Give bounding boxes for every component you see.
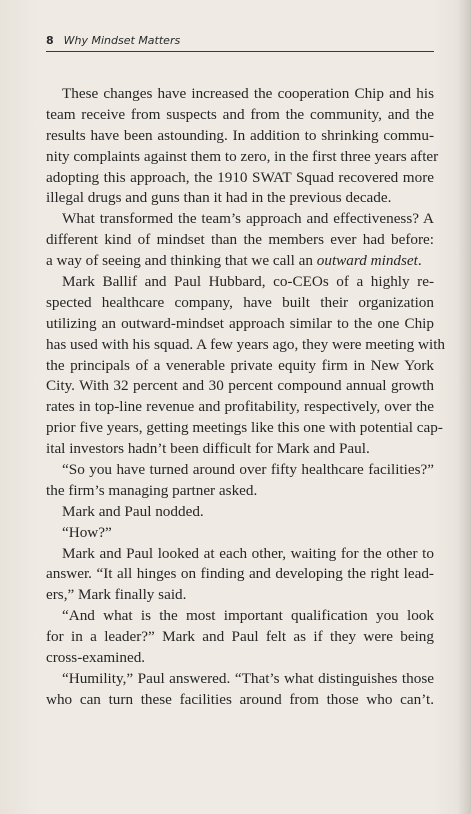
text-line	[46, 544, 434, 565]
text-line-content: cross-examined.	[46, 649, 146, 667]
header-rule	[46, 51, 434, 52]
text-line-content: ers,” Mark finally said.	[46, 586, 187, 604]
text-line	[46, 84, 434, 105]
text-line-content: “So you have turned around over fifty healthcare facilities?”	[62, 461, 434, 479]
text-line-content: Mark and Paul nodded.	[62, 502, 204, 520]
text-line	[46, 105, 434, 126]
text-line-content: different kind of mindset than the members ever had before:	[46, 231, 434, 249]
text-line	[46, 376, 434, 397]
text-line-content: for in a leader?” Mark and Paul felt as if they were being	[46, 628, 434, 646]
text-line-content: These changes have increased the cooperation Chip and his	[62, 85, 434, 102]
emphasized-term: outward mindset	[316, 252, 418, 270]
text-line	[46, 564, 434, 585]
text-line-content: the principals of a venerable private equity firm in New York	[46, 356, 434, 374]
text-line	[46, 585, 434, 606]
text-line	[46, 335, 446, 356]
text-line	[46, 147, 439, 168]
text-line	[46, 356, 434, 377]
text-line-content: prior five years, getting meetings like this one with potential cap-	[46, 419, 443, 437]
text-line	[46, 272, 434, 293]
text-line-tail: .	[417, 252, 422, 270]
text-line-content: rates in top-line revenue and profitability, respectively, over the	[46, 398, 434, 416]
text-line	[46, 606, 434, 627]
text-line-content: the firm’s managing partner asked.	[46, 481, 258, 499]
text-line-content: has used with his squad. A few years ago, they were meeting with	[46, 335, 446, 353]
text-line	[46, 293, 434, 314]
text-line-content: “And what is the most important qualification you look	[62, 607, 434, 625]
running-head: Why Mindset Matters	[63, 34, 181, 47]
text-line-content: who can turn these facilities around from those who can’t.	[46, 690, 434, 708]
text-line-content: a way of seeing and thinking that we call an	[46, 252, 317, 270]
text-line-content: spected healthcare company, have built their organization	[46, 293, 434, 311]
text-line-content: adopting this approach, the 1910 SWAT Squad recovered more	[46, 168, 434, 186]
text-line	[46, 481, 434, 502]
text-line	[46, 460, 434, 481]
text-line	[46, 690, 434, 711]
text-line	[46, 314, 434, 335]
text-line-content: answer. “It all hinges on finding and developing the right lead-	[46, 565, 434, 583]
text-line-content: nity complaints against them to zero, in the first three years after	[46, 147, 439, 165]
text-line-content: What transformed the team’s approach and effectiveness? A	[62, 210, 434, 228]
text-line-content: illegal drugs and guns than it had in the previous decade.	[46, 189, 392, 207]
page-number: 8	[46, 34, 54, 47]
text-line	[46, 397, 434, 418]
text-line	[46, 126, 434, 147]
text-line	[46, 251, 434, 272]
text-line	[46, 627, 434, 648]
text-line-content: Mark and Paul looked at each other, waiting for the other to	[62, 544, 434, 562]
text-line-content: utilizing an outward-mindset approach similar to the one Chip	[46, 314, 434, 332]
text-line-content: Mark Ballif and Paul Hubbard, co-CEOs of a highly re-	[62, 273, 434, 291]
text-line-content: “Humility,” Paul answered. “That’s what distinguishes those	[62, 669, 434, 687]
text-line	[46, 188, 434, 209]
text-line-content: ital investors hadn’t been difficult for Mark and Paul.	[46, 440, 370, 458]
text-line	[46, 439, 434, 460]
text-line	[46, 648, 434, 669]
text-line-content: “How?”	[62, 523, 112, 541]
text-line-content: City. With 32 percent and 30 percent compound annual growth	[46, 377, 434, 395]
text-line	[46, 418, 443, 439]
text-line	[46, 502, 434, 523]
text-line	[46, 168, 434, 189]
text-line-content: results have been astounding. In addition to shrinking commu-	[46, 126, 434, 144]
text-line	[46, 209, 434, 230]
text-line	[46, 230, 434, 251]
body-text	[46, 84, 446, 711]
text-line	[46, 523, 434, 544]
text-line	[46, 669, 434, 690]
text-line-content: team receive from suspects and from the community, and the	[46, 105, 434, 123]
